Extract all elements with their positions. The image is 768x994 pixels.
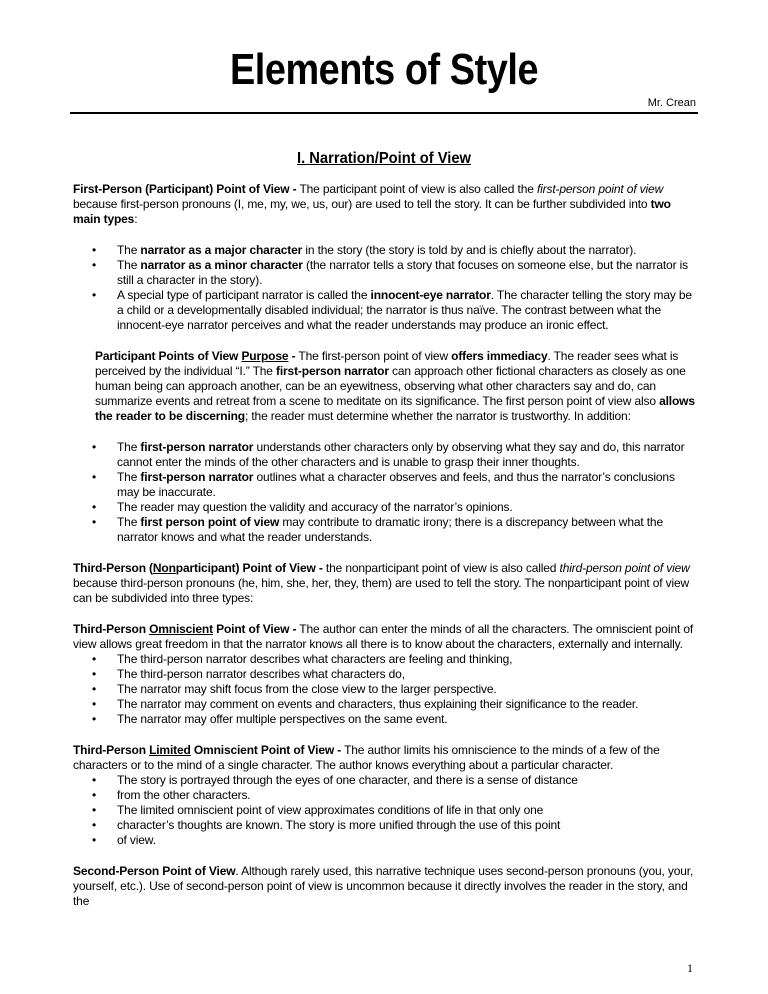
first-person-paragraph: First-Person (Participant) Point of View - The participant point of view is also called the first-person point of view because first-person pronouns (I, me, my, we, us, our) are used to tell the story. It can be further subdivided into two main types: bbox=[73, 182, 671, 226]
list-item: • The narrator as a major character in the story (the story is told by and is chiefly about the narrator). bbox=[92, 243, 637, 257]
omniscient-paragraph: Third-Person Omniscient Point of View - The author can enter the minds of all the characters. The omniscient point of view allows great freedom in that the narrator knows all there is to know about the characters, externally and internally. bbox=[73, 622, 694, 651]
list-item: • The narrator may offer multiple perspectives on the same event. bbox=[92, 712, 448, 726]
second-person-paragraph: Second-Person Point of View. Although rarely used, this narrative technique uses second-person pronouns (you, your, yourself, etc.). Use of second-person point of view is uncommon because it directly involves the reader in the story, and the bbox=[73, 864, 694, 908]
section-heading: I. Narration/Point of View bbox=[297, 150, 471, 167]
purpose-label: Participant Points of View Purpose - bbox=[95, 349, 296, 363]
omniscient-label: Third-Person Omniscient Point of View - bbox=[73, 622, 297, 636]
omniscient-list bbox=[73, 652, 697, 727]
first-person-types-list bbox=[73, 243, 697, 333]
document-body bbox=[73, 182, 697, 909]
third-person-paragraph: Third-Person (Nonparticipant) Point of View - the nonparticipant point of view is also called third-person point of view because third-person pronouns (he, him, she, her, they, them) are used to tell the story. The nonparticipant point of view can be subdivided into three types: bbox=[73, 561, 690, 605]
first-person-label: First-Person (Participant) Point of View - bbox=[73, 182, 297, 196]
limited-label: Third-Person Limited Omniscient Point of View - bbox=[73, 743, 342, 757]
list-item: • The story is portrayed through the eyes of one character, and there is a sense of distance bbox=[92, 773, 578, 787]
list-item: • The narrator may comment on events and characters, thus explaining their significance to the reader. bbox=[92, 697, 639, 711]
third-person-label: Third-Person (Nonparticipant) Point of View - bbox=[73, 561, 323, 575]
limited-list bbox=[73, 773, 697, 848]
purpose-paragraph: Participant Points of View Purpose - The first-person point of view offers immediacy. The reader sees what is perceived by the individual “I.” The first-person narrator can approach other fictional characters as closely as one human being can approach another, can be an eyewitness, observing what other characters say and do, can summarize events and retreat from a scene to meditate on its significance. The first person point of view also allows the reader to be discerning; the reader must determine whether the narrator is trustworthy. In addition: bbox=[95, 349, 695, 423]
document-title: Elements of Style bbox=[229, 45, 539, 94]
purpose-list bbox=[73, 440, 697, 545]
list-item: • of view. bbox=[92, 833, 156, 847]
list-item: • The reader may question the validity and accuracy of the narrator’s opinions. bbox=[92, 500, 513, 514]
author-name: Mr. Crean bbox=[647, 97, 696, 109]
list-item: • The first-person narrator outlines what a character observes and feels, and thus the narrator’s conclusions may be inaccurate. bbox=[92, 470, 675, 499]
list-item: • The limited omniscient point of view approximates conditions of life in that only one bbox=[92, 803, 544, 817]
list-item: • A special type of participant narrator is called the innocent-eye narrator. The character telling the story may be a child or a developmentally disabled individual; the narrator is thus naïve. The contrast between what the innocent-eye narrator perceives and what the reader understands may produce an ironic effect. bbox=[92, 288, 692, 332]
list-item: • The narrator may shift focus from the close view to the larger perspective. bbox=[92, 682, 497, 696]
list-item: • The first person point of view may contribute to dramatic irony; there is a discrepancy between what the narrator knows and what the reader understands. bbox=[92, 515, 663, 544]
header-rule bbox=[70, 112, 698, 114]
limited-paragraph: Third-Person Limited Omniscient Point of View - The author limits his omniscience to the minds of a few of the characters or to the mind of a single character. The author knows everything about a particular character. bbox=[73, 743, 660, 772]
second-person-label: Second-Person Point of View bbox=[73, 864, 236, 878]
list-item: • The narrator as a minor character (the narrator tells a story that focuses on someone else, but the narrator is still a character in the story). bbox=[92, 258, 688, 287]
list-item: • The third-person narrator describes what characters do, bbox=[92, 667, 405, 681]
list-item: • character’s thoughts are known. The story is more unified through the use of this point bbox=[92, 818, 561, 832]
page-number: 1 bbox=[687, 961, 693, 975]
list-item: • The first-person narrator understands other characters only by observing what they say and do, this narrator cannot enter the minds of the other characters and is unable to grasp their inner thoughts. bbox=[92, 440, 685, 469]
list-item: • The third-person narrator describes what characters are feeling and thinking, bbox=[92, 652, 513, 666]
list-item: • from the other characters. bbox=[92, 788, 251, 802]
